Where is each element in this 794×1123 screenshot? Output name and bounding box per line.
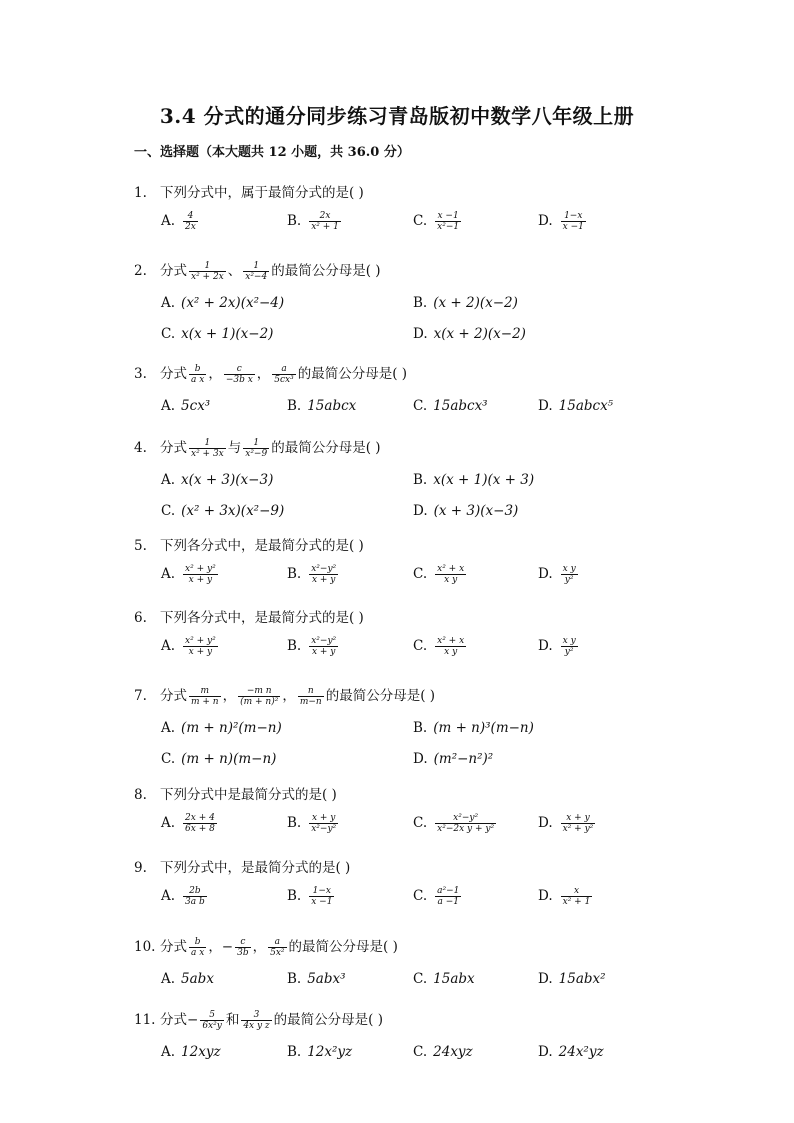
fraction	[561, 564, 578, 586]
option-label: C.	[413, 888, 428, 905]
fraction	[309, 211, 341, 233]
option-label: D.	[538, 213, 553, 230]
fraction	[268, 937, 286, 959]
option-label: A.	[161, 398, 176, 414]
question-number: 2.	[134, 263, 147, 279]
option-label: B.	[287, 1044, 302, 1060]
fraction	[183, 813, 217, 835]
fraction	[309, 886, 334, 908]
option-c[interactable]	[413, 886, 463, 908]
question-text: 的最简公分母是( )	[325, 688, 436, 704]
option-expression: (m + n)(m−n)	[181, 751, 277, 767]
fraction	[435, 211, 461, 233]
separator: 与	[227, 440, 242, 456]
fraction-denominator: x −1	[562, 222, 584, 233]
option-a[interactable]	[161, 886, 209, 908]
fraction-denominator: x²−9	[245, 449, 268, 459]
option-expression: (m²−n²)²	[433, 751, 494, 767]
question-stem	[134, 783, 337, 803]
fraction-numerator: x² + x	[437, 564, 465, 574]
option-c[interactable]	[413, 971, 475, 987]
option-label: D.	[538, 888, 553, 905]
fraction-numerator: x −1	[435, 211, 461, 222]
question-text: 分式	[160, 440, 187, 456]
fraction	[200, 1010, 224, 1032]
question-text: 的最简公分母是( )	[271, 263, 381, 279]
question-text: 的最简公分母是( )	[297, 366, 408, 382]
option-label: D.	[413, 326, 428, 342]
option-label: C.	[413, 971, 428, 987]
option-d[interactable]	[538, 211, 588, 233]
option-expression: 15abx²	[558, 971, 606, 987]
option-expression: 15abcx³	[433, 398, 488, 414]
option-expression: (x² + 3x)(x²−9)	[181, 503, 285, 519]
fraction-denominator: x + y	[188, 647, 213, 658]
option-c[interactable]	[413, 813, 498, 835]
question-stem	[134, 534, 364, 554]
fraction	[435, 636, 466, 658]
option-label: A.	[161, 472, 176, 488]
option-label: A.	[161, 888, 176, 905]
fraction	[561, 636, 578, 658]
question-text: 分式	[160, 688, 187, 704]
fraction-numerator: 5	[200, 1010, 224, 1021]
question-number: 1.	[134, 185, 147, 201]
option-b[interactable]	[287, 564, 340, 586]
fraction-denominator: x²−2x y + y²	[437, 824, 495, 835]
question-number: 5.	[134, 538, 147, 554]
page-title: 3.4 分式的通分同步练习青岛版初中数学八年级上册	[159, 104, 635, 128]
question-text: 下列分式中，是最简分式的是( )	[160, 860, 351, 876]
option-d[interactable]	[538, 886, 594, 908]
separator: ，	[256, 366, 271, 382]
fraction-denominator: x²−4	[245, 272, 268, 282]
option-expression: 24x²yz	[558, 1044, 604, 1060]
option-label: A.	[161, 1044, 176, 1060]
fraction-denominator: 6x²y	[202, 1021, 222, 1031]
option-b[interactable]	[287, 1044, 352, 1060]
option-expression: 15abcx	[307, 398, 357, 414]
fraction-denominator: 6x + 8	[185, 824, 215, 835]
fraction-denominator: x²−y²	[311, 824, 337, 835]
fraction-numerator: a²−1	[437, 886, 460, 896]
fraction-denominator: x² + 3x	[191, 449, 224, 459]
question-stem	[134, 684, 435, 707]
option-label: B.	[287, 398, 302, 414]
fraction-denominator: x y	[444, 647, 458, 658]
option-expression: (m + n)²(m−n)	[181, 720, 282, 736]
fraction-denominator: x + y	[311, 575, 336, 586]
option-b[interactable]	[413, 720, 534, 736]
option-label: A.	[161, 213, 176, 230]
option-label: C.	[413, 815, 428, 832]
option-label: A.	[161, 566, 176, 583]
fraction-numerator: x + y	[309, 813, 338, 824]
fraction	[435, 564, 466, 586]
option-expression: 12x²yz	[307, 1044, 353, 1060]
separator: ，−	[208, 939, 234, 955]
fraction-numerator: 4	[183, 211, 198, 222]
question-stem	[134, 181, 364, 201]
fraction-denominator: m−n	[299, 697, 322, 707]
question-stem	[134, 606, 364, 626]
option-label: B.	[287, 815, 302, 832]
fraction	[183, 886, 207, 908]
question-number: 10.	[134, 939, 156, 955]
fraction	[183, 211, 198, 233]
option-label: B.	[413, 720, 428, 736]
option-a[interactable]	[161, 564, 220, 586]
fraction	[189, 261, 226, 283]
option-expression: x(x + 2)(x−2)	[433, 326, 526, 342]
fraction-numerator: 1	[243, 438, 269, 449]
separator: ，	[208, 366, 222, 382]
option-label: D.	[538, 398, 553, 414]
fraction-denominator: 3a b	[185, 897, 205, 908]
fraction	[298, 686, 324, 708]
fraction-numerator: 1	[243, 261, 269, 272]
question-text: 下列分式中是最简分式的是( )	[160, 787, 337, 803]
option-b[interactable]	[413, 472, 534, 488]
option-label: C.	[161, 503, 176, 519]
section-heading: 一、选择题（本大题共 12 小题，共 36.0 分）	[134, 145, 410, 160]
option-a[interactable]	[161, 971, 214, 987]
question-number: 4.	[134, 440, 147, 456]
option-c[interactable]	[161, 503, 284, 519]
option-expression: (m + n)³(m−n)	[433, 720, 534, 736]
fraction-numerator: a	[268, 937, 286, 948]
fraction	[183, 564, 218, 586]
fraction-numerator: b	[189, 364, 206, 375]
fraction	[243, 438, 269, 460]
fraction-denominator: x² + 1	[311, 222, 339, 233]
fraction-denominator: x y	[444, 575, 458, 586]
fraction-numerator: b	[189, 937, 206, 948]
option-d[interactable]	[538, 398, 613, 414]
fraction-numerator: m	[189, 686, 221, 697]
option-c[interactable]	[413, 564, 468, 586]
option-a[interactable]	[161, 211, 200, 233]
fraction-denominator: x²−1	[437, 222, 460, 233]
fraction-numerator: x y	[562, 564, 576, 574]
option-b[interactable]	[287, 813, 340, 835]
option-a[interactable]	[161, 1044, 221, 1060]
fraction	[224, 364, 255, 386]
fraction-denominator: x + y	[311, 647, 336, 658]
fraction-denominator: m + n	[191, 697, 219, 707]
separator: 、	[227, 263, 242, 279]
fraction-denominator: a x	[191, 948, 205, 958]
fraction-denominator: x² + 2x	[191, 272, 224, 282]
option-expression: 12xyz	[181, 1044, 221, 1060]
option-label: C.	[413, 1044, 428, 1060]
fraction-numerator: 1	[189, 438, 226, 449]
fraction-numerator: x y	[562, 636, 576, 646]
question-number: 3.	[134, 366, 147, 382]
option-label: A.	[161, 815, 176, 832]
option-label: C.	[161, 326, 176, 342]
option-label: A.	[161, 295, 176, 311]
option-label: D.	[538, 971, 553, 987]
fraction-numerator: c	[235, 937, 251, 948]
fraction	[235, 937, 251, 959]
fraction-denominator: 3b	[237, 948, 249, 958]
option-label: B.	[287, 566, 302, 583]
option-c[interactable]	[413, 636, 468, 658]
fraction-numerator: x	[561, 886, 593, 897]
option-label: B.	[413, 295, 428, 311]
option-expression: 24xyz	[433, 1044, 473, 1060]
option-expression: (x² + 2x)(x²−4)	[181, 295, 285, 311]
option-label: A.	[161, 638, 176, 655]
question-text: 分式	[160, 366, 187, 382]
fraction-numerator: n	[298, 686, 324, 697]
option-label: C.	[413, 638, 428, 655]
option-label: C.	[413, 566, 428, 583]
option-expression: (x + 2)(x−2)	[433, 295, 518, 311]
fraction	[561, 886, 593, 908]
question-number: 9.	[134, 860, 147, 876]
option-c[interactable]	[413, 1044, 473, 1060]
option-label: D.	[413, 503, 428, 519]
option-label: D.	[538, 815, 553, 832]
option-expression: 15abcx⁵	[558, 398, 614, 414]
fraction	[272, 364, 295, 386]
option-label: D.	[538, 1044, 553, 1060]
option-label: D.	[538, 638, 553, 655]
option-d[interactable]	[413, 326, 526, 342]
option-b[interactable]	[287, 211, 343, 233]
fraction	[435, 886, 461, 908]
fraction-denominator: (m + n)²	[240, 697, 279, 707]
option-label: C.	[161, 751, 176, 767]
fraction-numerator: x + y	[561, 813, 596, 824]
fraction-numerator: a	[272, 364, 295, 375]
fraction-denominator: y²	[564, 647, 574, 658]
option-expression: x(x + 1)(x + 3)	[433, 472, 535, 488]
fraction-numerator: 2x + 4	[185, 813, 215, 823]
fraction-numerator: x² + x	[437, 636, 465, 646]
option-expression: 5abx	[181, 971, 214, 987]
fraction-denominator: x² + y²	[562, 824, 594, 835]
option-a[interactable]	[161, 295, 284, 311]
option-expression: (x + 3)(x−3)	[433, 503, 519, 519]
option-c[interactable]	[161, 326, 273, 342]
fraction-numerator: x² + y²	[185, 564, 216, 574]
fraction-denominator: 5cx³	[274, 375, 294, 385]
fraction-numerator: c	[224, 364, 255, 375]
option-a[interactable]	[161, 720, 282, 736]
question-stem	[134, 935, 398, 958]
option-d[interactable]	[413, 751, 493, 767]
question-number: 7.	[134, 688, 147, 704]
option-c[interactable]	[413, 398, 488, 414]
fraction-numerator: 3	[241, 1010, 271, 1021]
option-c[interactable]	[413, 211, 463, 233]
option-a[interactable]	[161, 813, 219, 835]
option-expression: x(x + 1)(x−2)	[181, 326, 274, 342]
option-d[interactable]	[538, 1044, 604, 1060]
separator: ，	[252, 939, 267, 955]
option-a[interactable]	[161, 636, 220, 658]
option-expression: x(x + 3)(x−3)	[181, 472, 274, 488]
option-label: B.	[287, 638, 302, 655]
fraction	[435, 813, 496, 835]
fraction-denominator: a −1	[437, 897, 460, 908]
fraction-denominator: y²	[564, 575, 574, 586]
option-label: C.	[413, 398, 428, 414]
fraction-numerator: 1−x	[561, 211, 586, 222]
fraction	[561, 211, 586, 233]
fraction	[189, 686, 221, 708]
question-stem	[134, 362, 407, 385]
fraction-numerator: x²−y²	[311, 564, 337, 574]
fraction-denominator: 2x	[185, 222, 196, 233]
fraction-denominator: a x	[191, 375, 205, 385]
fraction	[238, 686, 280, 708]
option-label: D.	[413, 751, 428, 767]
option-d[interactable]	[538, 813, 597, 835]
option-b[interactable]	[413, 295, 518, 311]
fraction-numerator: 1−x	[309, 886, 334, 897]
option-a[interactable]	[161, 398, 210, 414]
question-text: 下列各分式中，是最简分式的是( )	[160, 538, 364, 554]
question-stem	[134, 1008, 383, 1031]
fraction	[309, 564, 338, 586]
option-label: C.	[413, 213, 428, 230]
fraction	[183, 636, 218, 658]
option-label: A.	[161, 720, 176, 736]
option-label: B.	[287, 213, 302, 230]
fraction-numerator: 2x	[309, 211, 341, 222]
option-b[interactable]	[287, 971, 346, 987]
question-text: 下列各分式中，是最简分式的是( )	[160, 610, 364, 626]
fraction	[189, 438, 226, 460]
fraction	[241, 1010, 271, 1032]
option-d[interactable]	[538, 564, 580, 586]
fraction-denominator: x² + 1	[562, 897, 591, 908]
separator: ，	[222, 688, 237, 704]
separator: 和	[225, 1012, 240, 1028]
fraction-numerator: x²−y²	[311, 636, 337, 646]
question-stem	[134, 856, 350, 876]
option-d[interactable]	[413, 503, 518, 519]
question-text: 分式	[160, 939, 187, 955]
question-number: 6.	[134, 610, 147, 626]
fraction-denominator: 4x y z	[243, 1021, 270, 1031]
option-label: D.	[538, 566, 553, 583]
option-d[interactable]	[538, 971, 606, 987]
question-stem	[134, 436, 381, 459]
option-a[interactable]	[161, 472, 273, 488]
option-expression: 5abx³	[307, 971, 346, 987]
option-d[interactable]	[538, 636, 580, 658]
option-b[interactable]	[287, 886, 336, 908]
question-text: 下列分式中，属于最简分式的是( )	[160, 185, 364, 201]
question-number: 11.	[134, 1012, 156, 1028]
question-number: 8.	[134, 787, 147, 803]
question-text: 分式−	[160, 1012, 199, 1028]
option-label: B.	[287, 971, 302, 987]
fraction-denominator: x + y	[188, 575, 213, 586]
fraction-numerator: x²−y²	[435, 813, 496, 824]
question-text: 的最简公分母是( )	[271, 440, 381, 456]
option-expression: 15abx	[433, 971, 475, 987]
fraction	[309, 813, 338, 835]
option-label: B.	[287, 888, 302, 905]
fraction-numerator: −m n	[238, 686, 280, 697]
question-stem	[134, 259, 381, 282]
option-expression: 5cx³	[181, 398, 211, 414]
option-b[interactable]	[287, 636, 340, 658]
fraction	[243, 261, 269, 283]
separator: ，	[282, 688, 296, 704]
option-label: A.	[161, 971, 176, 987]
option-c[interactable]	[161, 751, 276, 767]
fraction-numerator: 2b	[183, 886, 207, 897]
question-text: 分式	[160, 263, 187, 279]
fraction	[189, 937, 206, 959]
option-label: B.	[413, 472, 428, 488]
question-text: 的最简公分母是( )	[288, 939, 398, 955]
fraction-numerator: x² + y²	[185, 636, 216, 646]
question-text: 的最简公分母是( )	[273, 1012, 383, 1028]
fraction	[561, 813, 596, 835]
fraction-denominator: x −1	[311, 897, 333, 908]
fraction-numerator: 1	[189, 261, 226, 272]
option-b[interactable]	[287, 398, 356, 414]
fraction-denominator: 5x²	[270, 948, 285, 958]
fraction	[309, 636, 338, 658]
fraction	[189, 364, 206, 386]
fraction-denominator: −3b x	[225, 375, 253, 385]
